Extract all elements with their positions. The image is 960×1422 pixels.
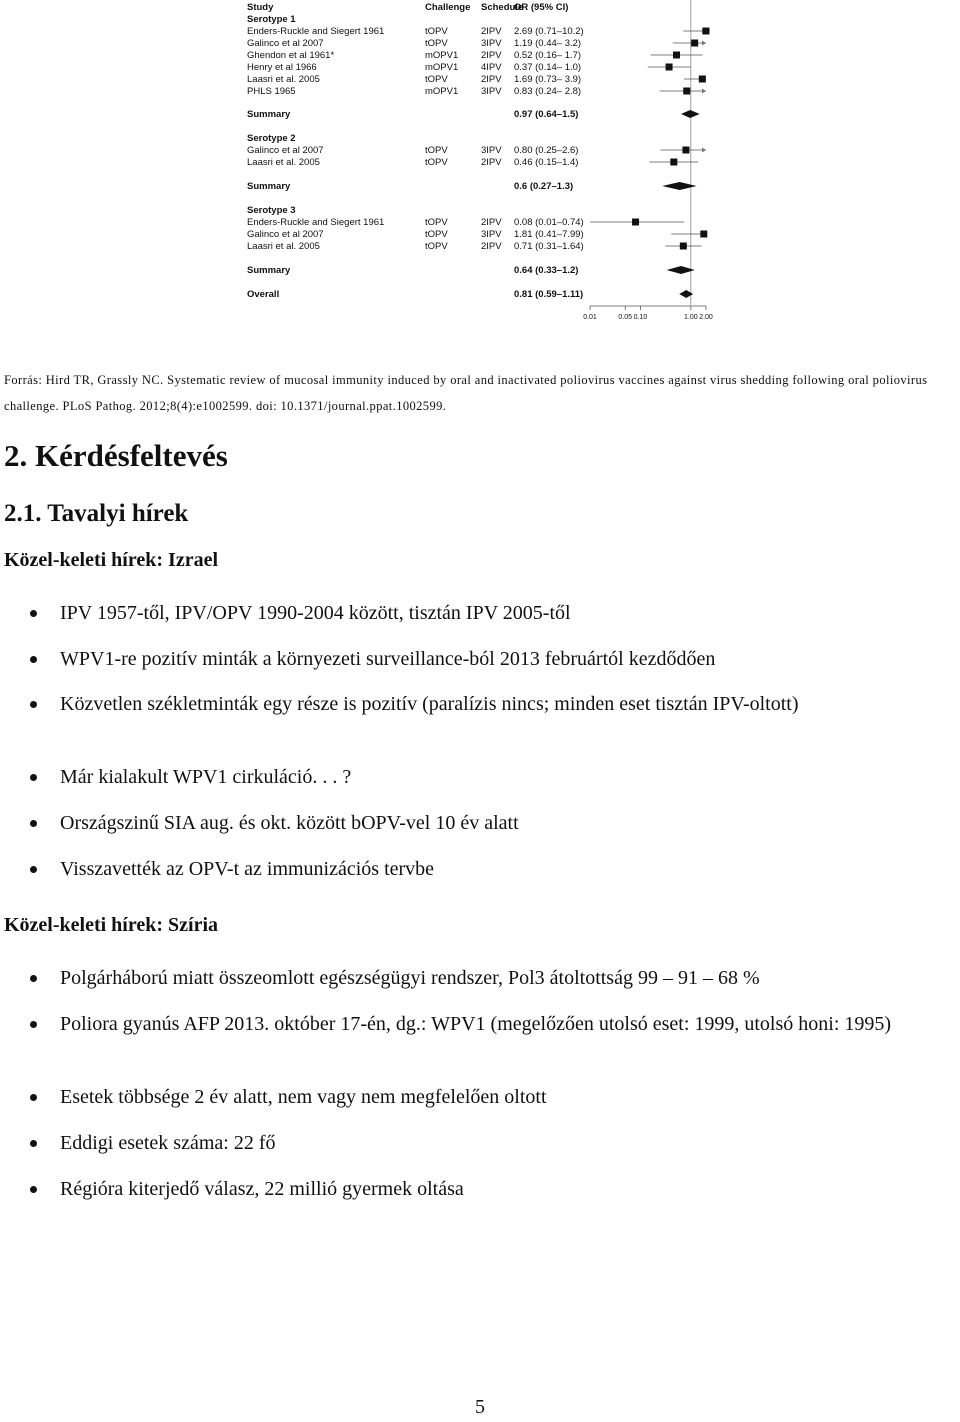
study-name: Laasri et al. 2005 <box>247 74 320 85</box>
schedule-value: 2IPV <box>481 26 502 37</box>
or-ci-value: 0.80 (0.25–2.6) <box>514 145 579 156</box>
study-point <box>699 76 706 83</box>
study-point <box>673 52 680 59</box>
study-ci-arrow <box>702 148 706 153</box>
study-point <box>666 64 673 71</box>
israel-item-text: Már kialakult WPV1 cirkuláció. . . ? <box>60 766 352 788</box>
or-ci-value: 1.69 (0.73– 3.9) <box>514 74 582 85</box>
study-name: Galinco et al 2007 <box>247 38 324 49</box>
or-ci-value: 1.81 (0.41–7.99) <box>514 229 584 240</box>
israel-item <box>30 689 958 719</box>
section-title: 2. Kérdésfeltevés <box>4 438 228 473</box>
study-point <box>680 243 687 250</box>
or-ci-value: 0.83 (0.24– 2.8) <box>514 86 582 97</box>
challenge-value: tOPV <box>425 26 448 37</box>
schedule-value: 2IPV <box>481 241 502 252</box>
or-ci-value: 2.69 (0.71–10.2) <box>514 26 584 37</box>
column-header: OR (95% CI) <box>514 2 569 13</box>
bullet-dot <box>30 1094 37 1101</box>
study-ci-arrow <box>702 41 706 46</box>
syria-item-text: Poliora gyanús AFP 2013. október 17-én, dg.: WPV1 (megelőzően utolsó eset: 1999, utolsó honi: 1995) <box>60 1013 892 1035</box>
schedule-value: 3IPV <box>481 229 502 240</box>
israel-item-text: WPV1-re pozitív minták a környezeti surveillance-ból 2013 februártól kezdődően <box>60 648 716 670</box>
column-header: Study <box>247 2 274 13</box>
or-ci-value: 0.71 (0.31–1.64) <box>514 241 584 252</box>
challenge-value: tOPV <box>425 217 448 228</box>
study-name: Laasri et al. 2005 <box>247 157 320 168</box>
column-header: Challenge <box>425 2 471 13</box>
overall-or-ci: 0.81 (0.59–1.11) <box>514 289 584 300</box>
israel-item-text: Országszinű SIA aug. és okt. között bOPV-vel 10 év alatt <box>60 812 519 834</box>
schedule-value: 2IPV <box>481 157 502 168</box>
challenge-value: mOPV1 <box>425 86 459 97</box>
study-name: PHLS 1965 <box>247 86 296 97</box>
schedule-value: 3IPV <box>481 38 502 49</box>
x-tick-label: 1.00 <box>684 314 698 321</box>
challenge-value: tOPV <box>425 157 448 168</box>
syria-item-text: Polgárháború miatt összeomlott egészségügyi rendszer, Pol3 átoltottság 99 – 91 – 68 % <box>60 967 760 989</box>
page-number: 5 <box>475 1396 485 1418</box>
x-tick-label: 2.00 <box>699 314 713 321</box>
study-point <box>691 40 698 47</box>
israel-heading: Közel-keleti hírek: Izrael <box>4 549 219 571</box>
column-header: Schedule <box>481 2 524 13</box>
group-label: Serotype 3 <box>247 205 296 216</box>
study-point <box>632 219 639 226</box>
syria-item <box>30 1174 958 1204</box>
study-ci-arrow <box>702 89 706 94</box>
schedule-value: 4IPV <box>481 62 502 73</box>
summary-or-ci: 0.6 (0.27–1.3) <box>514 181 574 192</box>
syria-item <box>30 1009 958 1039</box>
summary-diamond <box>662 182 696 190</box>
summary-label: Summary <box>247 109 291 120</box>
summary-or-ci: 0.97 (0.64–1.5) <box>514 109 579 120</box>
study-name: Galinco et al 2007 <box>247 229 324 240</box>
study-point <box>703 28 710 35</box>
subsection-title: 2.1. Tavalyi hírek <box>4 500 189 527</box>
israel-item <box>30 598 958 628</box>
syria-item-text: Eddigi esetek száma: 22 fő <box>60 1132 276 1154</box>
syria-item-text: Esetek többsége 2 év alatt, nem vagy nem megfelelően oltott <box>60 1086 547 1108</box>
bullet-dot <box>30 774 37 781</box>
bullet-dot <box>30 610 37 617</box>
bullet-dot <box>30 975 37 982</box>
bullet-dot <box>30 1186 37 1193</box>
or-ci-value: 1.19 (0.44– 3.2) <box>514 38 582 49</box>
x-tick-label: 0.01 <box>583 314 597 321</box>
schedule-value: 2IPV <box>481 74 502 85</box>
study-name: Enders-Ruckle and Siegert 1961 <box>247 217 385 228</box>
israel-item <box>30 762 958 792</box>
summary-label: Summary <box>247 181 291 192</box>
summary-or-ci: 0.64 (0.33–1.2) <box>514 265 579 276</box>
forest-plot <box>0 0 960 330</box>
bullet-dot <box>30 1140 37 1147</box>
study-name: Enders-Ruckle and Siegert 1961 <box>247 26 385 37</box>
syria-item <box>30 1082 958 1112</box>
figure-caption: Forrás: Hird TR, Grassly NC. Systematic review of mucosal immunity induced by oral and inactivated poliovirus vaccines against virus shedding following oral poliovirus challenge. PLoS Pathog. 2012;8(4):e1002599. doi: 10.1371/journal.ppat.1002599. <box>4 372 928 413</box>
syria-item <box>30 963 958 993</box>
israel-item <box>30 644 958 674</box>
bullet-dot <box>30 701 37 708</box>
summary-label: Summary <box>247 265 291 276</box>
study-point <box>682 147 689 154</box>
study-name: Ghendon et al 1961* <box>247 50 335 61</box>
challenge-value: mOPV1 <box>425 62 459 73</box>
challenge-value: tOPV <box>425 241 448 252</box>
study-name: Laasri et al. 2005 <box>247 241 320 252</box>
syria-heading: Közel-keleti hírek: Szíria <box>4 914 219 936</box>
x-tick-label: 0.10 <box>633 314 648 321</box>
or-ci-value: 0.37 (0.14– 1.0) <box>514 62 582 73</box>
challenge-value: tOPV <box>425 38 448 49</box>
syria-item <box>30 1128 958 1158</box>
or-ci-value: 0.52 (0.16– 1.7) <box>514 50 582 61</box>
israel-item <box>30 854 958 884</box>
group-label: Serotype 2 <box>247 133 296 144</box>
study-point <box>670 159 677 166</box>
schedule-value: 2IPV <box>481 217 502 228</box>
or-ci-value: 0.46 (0.15–1.4) <box>514 157 579 168</box>
schedule-value: 3IPV <box>481 145 502 156</box>
syria-item-text: Régióra kiterjedő válasz, 22 millió gyermek oltása <box>60 1178 464 1200</box>
study-name: Galinco et al 2007 <box>247 145 324 156</box>
israel-item-text: Visszavették az OPV-t az immunizációs tervbe <box>60 858 435 880</box>
israel-item-text: IPV 1957-től, IPV/OPV 1990-2004 között, tisztán IPV 2005-től <box>60 602 571 624</box>
bullet-dot <box>30 820 37 827</box>
summary-diamond <box>681 110 700 118</box>
challenge-value: tOPV <box>425 229 448 240</box>
bullet-dot <box>30 656 37 663</box>
bullet-dot <box>30 866 37 873</box>
schedule-value: 2IPV <box>481 50 502 61</box>
challenge-value: tOPV <box>425 74 448 85</box>
study-point <box>683 88 690 95</box>
challenge-value: mOPV1 <box>425 50 459 61</box>
overall-label: Overall <box>247 289 280 300</box>
group-label: Serotype 1 <box>247 14 296 25</box>
challenge-value: tOPV <box>425 145 448 156</box>
bullet-dot <box>30 1021 37 1028</box>
study-point <box>700 231 707 238</box>
study-name: Henry et al 1966 <box>247 62 317 73</box>
israel-item <box>30 808 958 838</box>
israel-item-text: Közvetlen székletminták egy része is pozitív (paralízis nincs; minden eset tisztán IPV-oltott) <box>60 693 799 715</box>
x-tick-label: 0.05 <box>618 314 633 321</box>
or-ci-value: 0.08 (0.01–0.74) <box>514 217 584 228</box>
schedule-value: 3IPV <box>481 86 502 97</box>
